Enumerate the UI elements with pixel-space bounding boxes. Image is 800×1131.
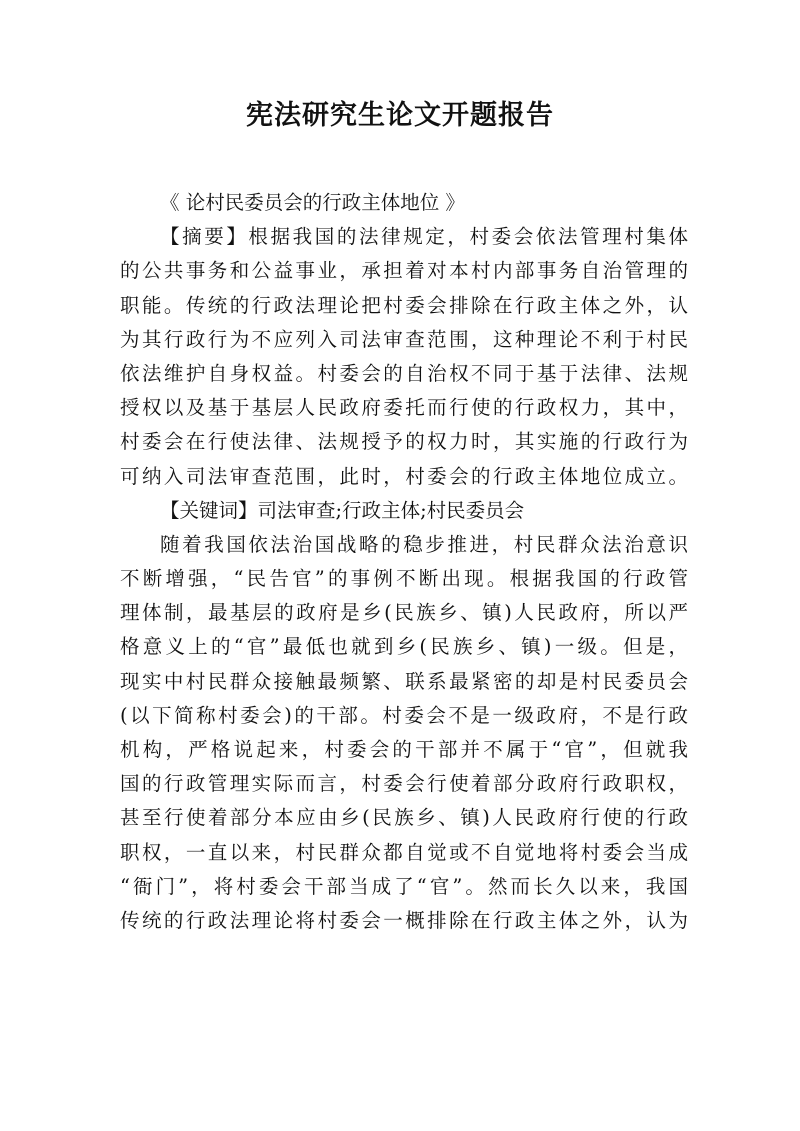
document-title: 宪法研究生论文开题报告 [246, 100, 554, 131]
body-line: 现实中村民群众接触最频繁、联系最紧密的却是村民委员会 [120, 669, 688, 693]
body-line: 机构，严格说起来，村委会的干部并不属于“官”，但就我 [120, 738, 688, 761]
body-line: 职权，一直以来，村民群众都自觉或不自觉地将村委会当成 [120, 840, 688, 864]
abstract-line: 为其行政行为不应列入司法审查范围，这种理论不利于村民 [120, 327, 688, 351]
body-line: 甚至行使着部分本应由乡(民族乡、镇)人民政府行使的行政 [120, 806, 688, 830]
document-body [120, 186, 688, 938]
body-line: 国的行政管理实际而言，村委会行使着部分政府行政职权， [120, 772, 688, 796]
body-line: (以下简称村委会)的干部。村委会不是一级政府，不是行政 [120, 703, 688, 727]
body-line: 格意义上的“官”最低也就到乡(民族乡、镇)一级。但是， [120, 635, 688, 659]
subtitle-line: 《 论村民委员会的行政主体地位 》 [160, 191, 465, 214]
keywords-line: 【关键词】司法审查;行政主体;村民委员会 [160, 498, 525, 522]
abstract-line: 职能。传统的行政法理论把村委会排除在行政主体之外，认 [120, 293, 688, 317]
abstract-line: 依法维护自身权益。村委会的自治权不同于基于法律、法规 [120, 361, 688, 385]
abstract-line: 【摘要】根据我国的法律规定，村委会依法管理村集体 [160, 225, 688, 249]
body-line: “衙门”，将村委会干部当成了“官”。然而长久以来，我国 [120, 874, 688, 898]
abstract-line: 村委会在行使法律、法规授予的权力时，其实施的行政行为 [120, 430, 688, 454]
body-line: 不断增强，“民告官”的事例不断出现。根据我国的行政管 [120, 567, 688, 591]
abstract-line: 可纳入司法审查范围，此时，村委会的行政主体地位成立。 [120, 464, 688, 488]
abstract-line: 的公共事务和公益事业，承担着对本村内部事务自治管理的 [120, 259, 688, 283]
body-line: 理体制，最基层的政府是乡(民族乡、镇)人民政府，所以严 [120, 601, 688, 625]
abstract-line: 授权以及基于基层人民政府委托而行使的行政权力，其中， [120, 396, 688, 420]
body-line: 传统的行政法理论将村委会一概排除在行政主体之外，认为 [120, 908, 688, 932]
body-line: 随着我国依法治国战略的稳步推进，村民群众法治意识 [160, 532, 688, 556]
